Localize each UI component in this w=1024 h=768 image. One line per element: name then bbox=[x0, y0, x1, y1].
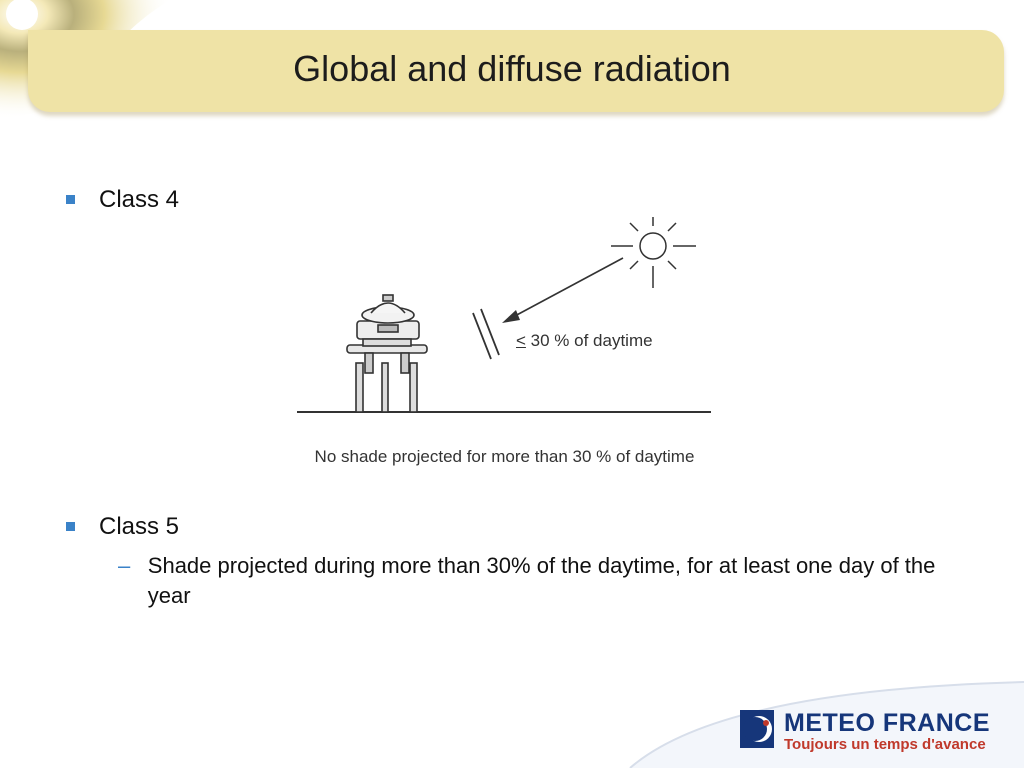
bullet-marker bbox=[66, 195, 75, 204]
figure-caption: No shade projected for more than 30 % of daytime bbox=[314, 447, 695, 466]
sub-bullet-text: Shade projected during more than 30% of the daytime, for at least one day of the year bbox=[147, 553, 936, 608]
angle-label: < 30 % of daytime bbox=[516, 331, 653, 350]
slide-title: Global and diffuse radiation bbox=[293, 48, 731, 89]
bullet-class-4 bbox=[66, 185, 179, 215]
pyranometer-icon bbox=[347, 295, 427, 412]
brand-name: METEO FRANCE bbox=[784, 709, 990, 737]
meteo-france-logo bbox=[740, 710, 990, 754]
sun-icon bbox=[611, 217, 696, 288]
shade-diagram bbox=[283, 213, 726, 495]
bullet-marker bbox=[66, 522, 75, 531]
dash-marker: – bbox=[118, 553, 131, 578]
bullet-class-5 bbox=[66, 512, 179, 542]
sub-bullet bbox=[118, 551, 978, 611]
brand-tagline: Toujours un temps d'avance bbox=[784, 736, 986, 753]
bullet-label: Class 5 bbox=[99, 513, 180, 540]
bullet-label: Class 4 bbox=[99, 186, 180, 213]
meteo-france-logo-icon bbox=[740, 710, 774, 748]
